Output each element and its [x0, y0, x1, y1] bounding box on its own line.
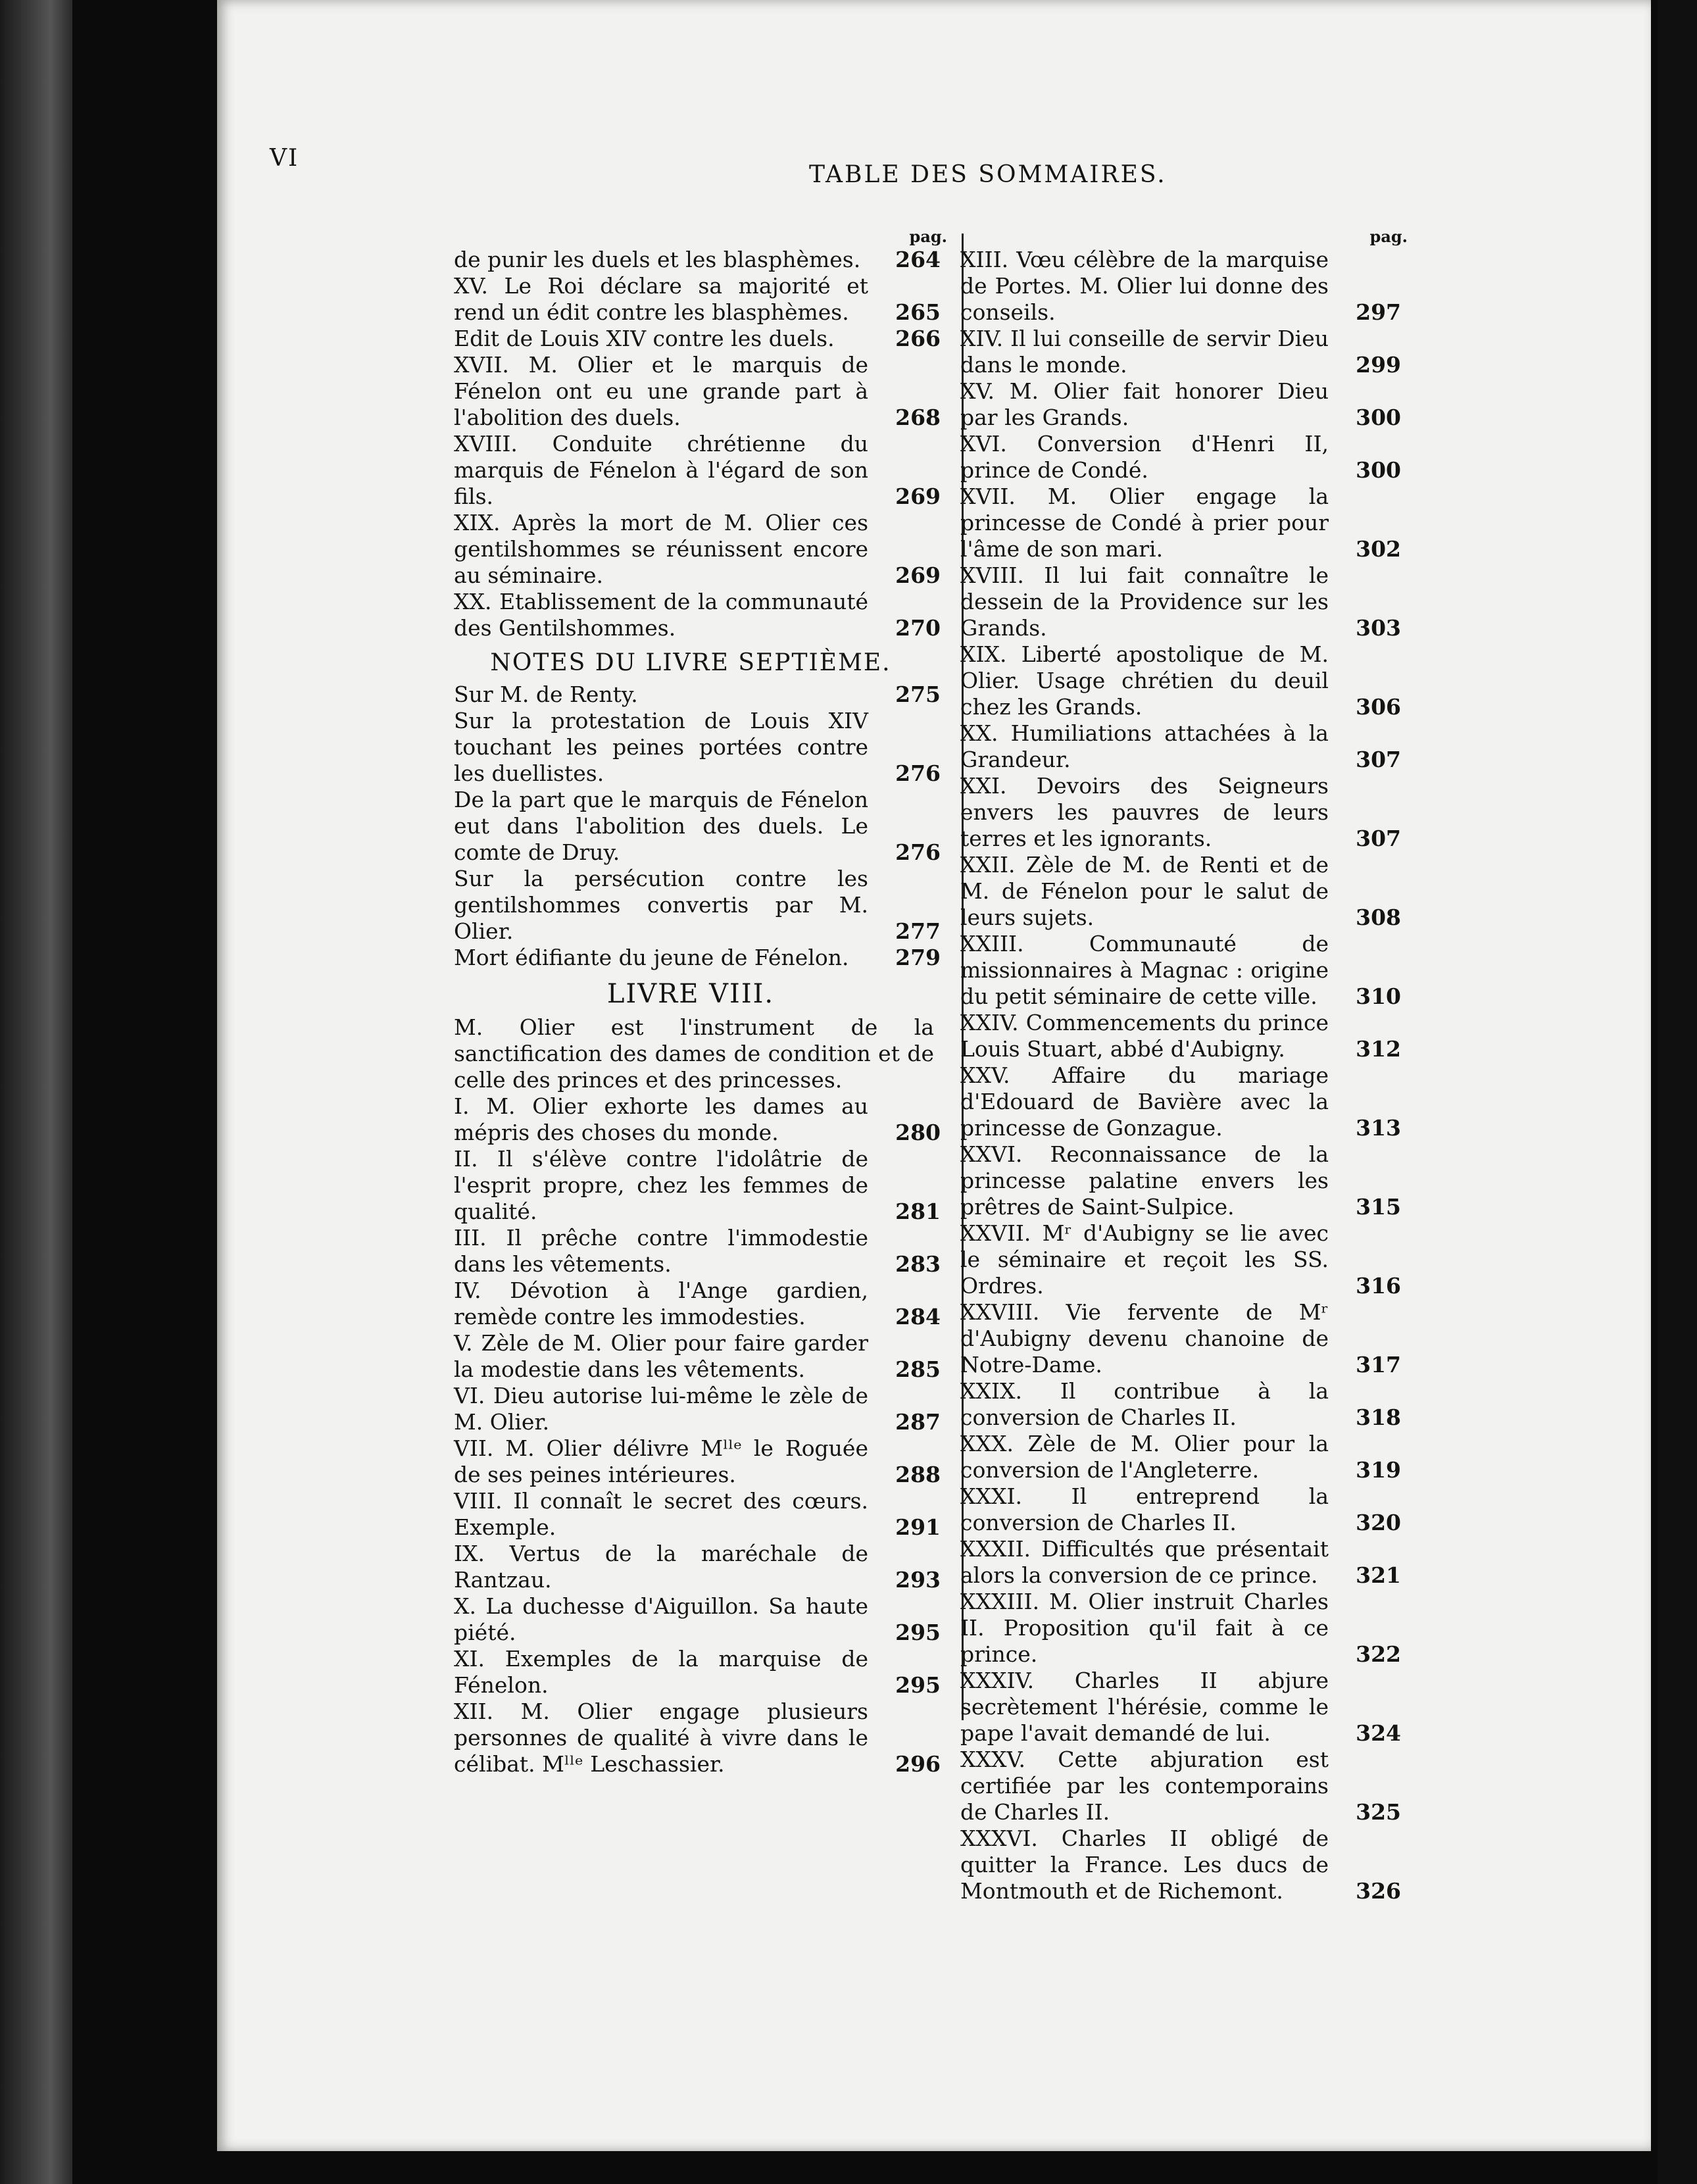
- pag-label-right: pag.: [1369, 227, 1408, 246]
- toc-entry-page: 297: [1356, 299, 1401, 325]
- toc-entry: [947, 1589, 1408, 1668]
- toc-entry: [947, 1825, 1408, 1904]
- toc-entry-text: Sur la protestation de Louis XIV touchant les peines portées contre les duellistes.: [454, 708, 868, 786]
- toc-entry-text: XIX. Après la mort de M. Olier ces gentilshommes se réunissent encore au séminaire.: [454, 510, 868, 588]
- toc-entry-page: 291: [895, 1514, 941, 1540]
- toc-entry-page: 316: [1356, 1273, 1401, 1299]
- toc-entry-text: XXV. Affaire du mariage d'Edouard de Bavière avec la princesse de Gonzague.: [960, 1062, 1329, 1141]
- toc-entry: [947, 1220, 1408, 1299]
- toc-entry: [947, 1668, 1408, 1747]
- right-entries: [947, 247, 1408, 1904]
- toc-entry-text: VII. M. Olier délivre Mˡˡᵉ le Roguée de ses peines intérieures.: [454, 1435, 868, 1487]
- toc-entry-text: Sur M. de Renty.: [454, 682, 638, 707]
- toc-entry-page: 326: [1356, 1878, 1401, 1904]
- toc-entry-page: 300: [1356, 405, 1401, 430]
- toc-entry-page: 270: [895, 615, 941, 641]
- toc-entry: [947, 773, 1408, 852]
- toc-entry: [454, 1093, 947, 1146]
- toc-entry-page: 295: [895, 1672, 941, 1698]
- toc-entry-text: IV. Dévotion à l'Ange gardien, remède contre les immodesties.: [454, 1278, 868, 1329]
- toc-entry-text: V. Zèle de M. Olier pour faire garder la modestie dans les vêtements.: [454, 1330, 868, 1382]
- toc-entry: [454, 1593, 947, 1646]
- toc-entry: [454, 945, 947, 971]
- toc-entry-page: 322: [1356, 1641, 1401, 1667]
- toc-entry-page: 296: [895, 1751, 941, 1777]
- toc-entry: [454, 1435, 947, 1488]
- toc-entry: [454, 1146, 947, 1225]
- toc-entry-page: 295: [895, 1620, 941, 1645]
- toc-entry-page: 269: [895, 562, 941, 588]
- toc-entry-page: 293: [895, 1567, 941, 1593]
- toc-entry-page: 284: [895, 1304, 941, 1329]
- toc-entry-page: 276: [895, 839, 941, 865]
- toc-entry-page: 320: [1356, 1510, 1401, 1535]
- toc-entry-page: 307: [1356, 826, 1401, 851]
- toc-entry: [947, 1483, 1408, 1536]
- toc-entry-page: 303: [1356, 615, 1401, 641]
- toc-entry: [454, 352, 947, 431]
- toc-entry-page: 321: [1356, 1562, 1401, 1588]
- toc-entry-page: 266: [895, 326, 941, 351]
- toc-entry-text: Mort édifiante du jeune de Fénelon.: [454, 945, 849, 970]
- toc-entry-page: 285: [895, 1356, 941, 1382]
- toc-entry-page: 280: [895, 1120, 941, 1145]
- toc-entry-text: XXI. Devoirs des Seigneurs envers les pauvres de leurs terres et les ignorants.: [960, 773, 1329, 851]
- toc-entry-page: 312: [1356, 1036, 1401, 1062]
- toc-entry-page: 308: [1356, 905, 1401, 930]
- toc-entry-page: 287: [895, 1409, 941, 1435]
- toc-entry: [454, 589, 947, 641]
- toc-entry-text: XXVII. Mʳ d'Aubigny se lie avec le séminaire et reçoit les SS. Ordres.: [960, 1220, 1329, 1299]
- toc-entry-page: 279: [895, 945, 941, 970]
- toc-entry: [947, 641, 1408, 720]
- livre-entries: [454, 1093, 947, 1777]
- toc-entry: [454, 1330, 947, 1383]
- toc-entry-page: 277: [895, 918, 941, 944]
- toc-entry: [947, 1062, 1408, 1141]
- toc-entry-page: 288: [895, 1462, 941, 1487]
- toc-entry-page: 318: [1356, 1404, 1401, 1430]
- toc-entry-page: 281: [895, 1199, 941, 1224]
- toc-entry-text: XV. M. Olier fait honorer Dieu par les Grands.: [960, 378, 1329, 430]
- toc-entry: [454, 326, 947, 352]
- toc-entry-page: 317: [1356, 1352, 1401, 1377]
- toc-entry-page: 264: [895, 247, 941, 272]
- toc-entry-text: De la part que le marquis de Fénelon eut dans l'abolition des duels. Le comte de Druy.: [454, 787, 868, 865]
- toc-entry-text: XV. Le Roi déclare sa majorité et rend un édit contre les blasphèmes.: [454, 273, 868, 325]
- toc-entry-page: 306: [1356, 694, 1401, 720]
- livre-heading: LIVRE VIII.: [606, 979, 775, 1009]
- toc-entry: [454, 708, 947, 787]
- toc-entry: [947, 720, 1408, 773]
- page-edge-shadow: [1658, 0, 1697, 2184]
- toc-entry-text: XIX. Liberté apostolique de M. Olier. Usage chrétien du deuil chez les Grands.: [960, 641, 1329, 720]
- toc-entry-text: XVI. Conversion d'Henri II, prince de Condé.: [960, 431, 1329, 483]
- toc-entry-page: 265: [895, 299, 941, 325]
- toc-entry-text: de punir les duels et les blasphèmes.: [454, 247, 861, 272]
- toc-entry-page: 299: [1356, 352, 1401, 378]
- toc-entry: [454, 1383, 947, 1435]
- toc-entry-text: XVII. M. Olier engage la princesse de Condé à prier pour l'âme de son mari.: [960, 484, 1329, 562]
- toc-entry: [454, 787, 947, 866]
- running-title: TABLE DES SOMMAIRES.: [809, 161, 1167, 188]
- toc-entry: [947, 431, 1408, 484]
- toc-entry: [947, 1536, 1408, 1589]
- toc-entry: [454, 1699, 947, 1777]
- toc-entry-page: 315: [1356, 1194, 1401, 1220]
- toc-entry-text: Edit de Louis XIV contre les duels.: [454, 326, 835, 351]
- toc-entry-page: 275: [895, 682, 941, 707]
- toc-entry-page: 269: [895, 484, 941, 509]
- toc-entry: [947, 484, 1408, 562]
- toc-entry-text: XXIII. Communauté de missionnaires à Magnac : origine du petit séminaire de cette ville.: [960, 931, 1329, 1009]
- toc-entry-page: 324: [1356, 1720, 1401, 1746]
- toc-entry-text: XXXII. Difficultés que présentait alors la conversion de ce prince.: [960, 1536, 1329, 1588]
- toc-entry-page: 313: [1356, 1115, 1401, 1141]
- toc-entry: [947, 247, 1408, 326]
- toc-entry-text: XXXI. Il entreprend la conversion de Charles II.: [960, 1483, 1329, 1535]
- toc-entry: [454, 866, 947, 945]
- toc-entry-text: XVIII. Conduite chrétienne du marquis de Fénelon à l'égard de son fils.: [454, 431, 868, 509]
- toc-entry: [947, 852, 1408, 931]
- toc-entry-text: Sur la persécution contre les gentilshommes convertis par M. Olier.: [454, 866, 868, 944]
- toc-entry-text: XXXIII. M. Olier instruit Charles II. Proposition qu'il fait à ce prince.: [960, 1589, 1329, 1667]
- toc-entry-text: IX. Vertus de la maréchale de Rantzau.: [454, 1541, 868, 1593]
- toc-entry-text: I. M. Olier exhorte les dames au mépris des choses du monde.: [454, 1093, 868, 1145]
- toc-entry-text: XXIX. Il contribue à la conversion de Charles II.: [960, 1378, 1329, 1430]
- pag-label: pag.: [909, 227, 947, 246]
- toc-entry: [454, 273, 947, 326]
- toc-entry-page: 283: [895, 1251, 941, 1277]
- toc-entry-text: II. Il s'élève contre l'idolâtrie de l'esprit propre, chez les femmes de qualité.: [454, 1146, 868, 1224]
- toc-entry-page: 325: [1356, 1799, 1401, 1825]
- notes-heading: NOTES DU LIVRE SEPTIÈME.: [490, 649, 891, 676]
- toc-entry: [454, 1278, 947, 1330]
- toc-entry: [454, 1488, 947, 1541]
- toc-entry-page: 310: [1356, 983, 1401, 1009]
- toc-entry-text: XX. Etablissement de la communauté des Gentilshommes.: [454, 589, 868, 641]
- toc-entry-text: XI. Exemples de la marquise de Fénelon.: [454, 1646, 868, 1698]
- notes-entries: [454, 682, 947, 971]
- livre-intro: M. Olier est l'instrument de la sanctification des dames de condition et de celle des princes et des princesses.: [454, 1014, 934, 1093]
- toc-entry-page: 302: [1356, 536, 1401, 562]
- toc-entry-text: XII. M. Olier engage plusieurs personnes de qualité à vivre dans le célibat. Mˡˡᵉ Leschassier.: [454, 1699, 868, 1777]
- toc-entry: [947, 931, 1408, 1010]
- toc-entry: [947, 326, 1408, 378]
- toc-entry-text: VIII. Il connaît le secret des cœurs. Exemple.: [454, 1488, 868, 1540]
- toc-entry-text: X. La duchesse d'Aiguillon. Sa haute piété.: [454, 1593, 868, 1645]
- toc-entry-page: 268: [895, 405, 941, 430]
- toc-entry-page: 276: [895, 760, 941, 786]
- toc-entry: [947, 1747, 1408, 1825]
- toc-entry: [454, 1646, 947, 1699]
- toc-entry-text: XXIV. Commencements du prince Louis Stuart, abbé d'Aubigny.: [960, 1010, 1329, 1062]
- toc-entry-text: XXXV. Cette abjuration est certifiée par les contemporains de Charles II.: [960, 1747, 1329, 1825]
- left-entries: [454, 247, 947, 641]
- toc-entry-text: XX. Humiliations attachées à la Grandeur.: [960, 720, 1329, 772]
- toc-entry: [454, 247, 947, 273]
- toc-entry: [947, 562, 1408, 641]
- toc-entry: [454, 510, 947, 589]
- book-spine-shadow: [0, 0, 72, 2184]
- toc-entry-page: 319: [1356, 1457, 1401, 1483]
- toc-entry-text: XIII. Vœu célèbre de la marquise de Portes. M. Olier lui donne des conseils.: [960, 247, 1329, 325]
- toc-entry-text: XVII. M. Olier et le marquis de Fénelon ont eu une grande part à l'abolition des duels.: [454, 352, 868, 430]
- toc-entry: [454, 431, 947, 510]
- left-column: [454, 227, 947, 1777]
- toc-entry: [947, 378, 1408, 431]
- toc-entry: [454, 1225, 947, 1278]
- toc-entry: [947, 1141, 1408, 1220]
- toc-entry: [947, 1378, 1408, 1431]
- toc-entry-text: XXII. Zèle de M. de Renti et de M. de Fénelon pour le salut de leurs sujets.: [960, 852, 1329, 930]
- toc-entry-page: 307: [1356, 747, 1401, 772]
- toc-entry-text: XIV. Il lui conseille de servir Dieu dans le monde.: [960, 326, 1329, 378]
- toc-entry-text: XVIII. Il lui fait connaître le dessein de la Providence sur les Grands.: [960, 562, 1329, 641]
- toc-entry-text: XXVI. Reconnaissance de la princesse palatine envers les prêtres de Saint-Sulpice.: [960, 1141, 1329, 1220]
- toc-entry-text: XXXVI. Charles II obligé de quitter la France. Les ducs de Montmouth et de Richemont.: [960, 1825, 1329, 1904]
- toc-entry-text: XXX. Zèle de M. Olier pour la conversion de l'Angleterre.: [960, 1431, 1329, 1483]
- toc-entry-text: VI. Dieu autorise lui-même le zèle de M. Olier.: [454, 1383, 868, 1435]
- toc-entry: [947, 1299, 1408, 1378]
- toc-entry: [947, 1010, 1408, 1062]
- toc-entry: [454, 682, 947, 708]
- toc-entry-text: XXXIV. Charles II abjure secrètement l'hérésie, comme le pape l'avait demandé de lui.: [960, 1668, 1329, 1746]
- toc-entry: [947, 1431, 1408, 1483]
- toc-entry-text: III. Il prêche contre l'immodestie dans les vêtements.: [454, 1225, 868, 1277]
- toc-entry: [454, 1541, 947, 1593]
- toc-entry-text: XXVIII. Vie fervente de Mʳ d'Aubigny devenu chanoine de Notre-Dame.: [960, 1299, 1329, 1377]
- toc-entry-page: 300: [1356, 457, 1401, 483]
- right-column: [947, 227, 1408, 1904]
- folio-number: VI: [270, 145, 299, 172]
